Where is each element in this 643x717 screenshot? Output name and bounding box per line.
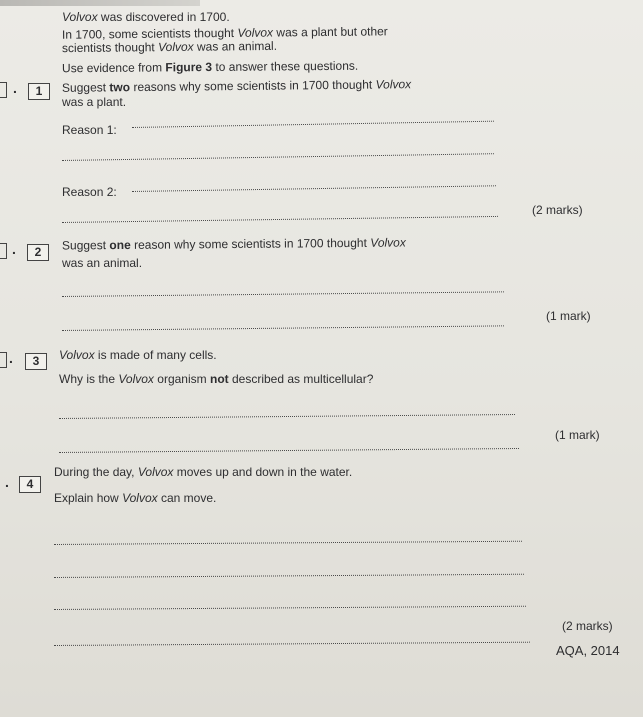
q1-prompt-line-1: Suggest two reasons why some scientists in 1700 thought Volvox — [61, 77, 412, 95]
intro-line-2: In 1700, some scientists thought Volvox was a plant but other — [61, 24, 388, 42]
q4-answer-line-1[interactable] — [54, 541, 522, 545]
q4-answer-line-4[interactable] — [54, 642, 530, 646]
q4-answer-line-2[interactable] — [54, 574, 524, 578]
q4-marks: (2 marks) — [562, 619, 613, 633]
question-dot: . — [5, 474, 9, 490]
q3-answer-line-2[interactable] — [59, 448, 519, 453]
reason-1-label: Reason 1: — [62, 123, 117, 137]
q3-prompt-line-1: Volvox is made of many cells. — [59, 348, 217, 362]
question-box-stub — [0, 243, 7, 259]
reason-2-answer-line-2[interactable] — [62, 216, 498, 223]
q2-answer-line-1[interactable] — [62, 291, 504, 297]
question-dot: . — [13, 80, 17, 96]
reason-1-answer-line-2[interactable] — [62, 153, 494, 161]
intro-line-3: scientists thought Volvox was an animal. — [61, 38, 278, 56]
intro-line-4: Use evidence from Figure 3 to answer these questions. — [61, 58, 359, 76]
q1-prompt-line-2: was a plant. — [62, 95, 127, 109]
source-credit: AQA, 2014 — [556, 643, 620, 658]
reason-2-label: Reason 2: — [62, 185, 117, 199]
q4-prompt-line-2: Explain how Volvox can move. — [54, 491, 217, 505]
question-number-4: 4 — [19, 476, 41, 493]
question-dot: . — [9, 350, 13, 366]
question-number-1: 1 — [28, 83, 50, 100]
q3-marks: (1 mark) — [555, 428, 600, 442]
q3-answer-line-1[interactable] — [59, 414, 515, 419]
q2-answer-line-2[interactable] — [62, 325, 504, 331]
intro-line-1: Volvox was discovered in 1700. — [62, 10, 230, 24]
q1-marks: (2 marks) — [532, 203, 583, 217]
q2-marks: (1 mark) — [546, 309, 591, 323]
q2-prompt-line-1: Suggest one reason why some scientists in 1700 thought Volvox — [61, 235, 406, 253]
reason-2-answer-line[interactable] — [132, 185, 496, 192]
reason-1-answer-line[interactable] — [132, 121, 494, 128]
question-number-3: 3 — [25, 353, 47, 370]
q2-prompt-line-2: was an animal. — [62, 256, 143, 270]
q4-prompt-line-1: During the day, Volvox moves up and down in the water. — [54, 465, 353, 479]
q3-prompt-line-2: Why is the Volvox organism not described as multicellular? — [59, 372, 374, 386]
question-dot: . — [12, 241, 16, 257]
page-edge — [0, 0, 200, 6]
question-box-stub — [0, 352, 7, 368]
question-number-2: 2 — [27, 244, 49, 261]
question-box-stub — [0, 82, 7, 98]
q4-answer-line-3[interactable] — [54, 606, 526, 610]
